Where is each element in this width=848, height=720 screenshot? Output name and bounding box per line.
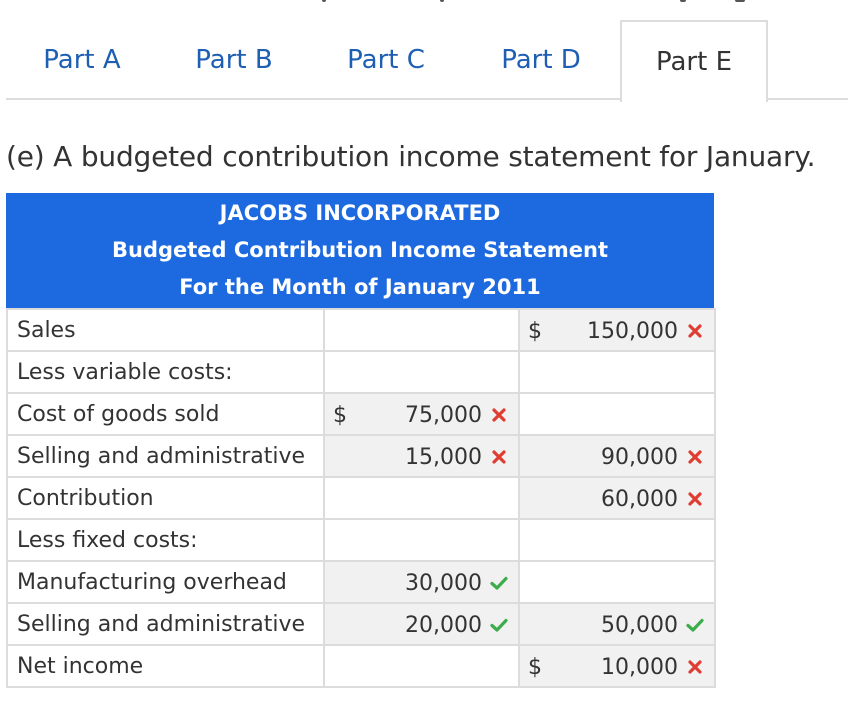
dollar-sign: $: [528, 655, 542, 680]
statement-period: For the Month of January 2011: [179, 275, 541, 299]
amount-input-col2[interactable]: [519, 645, 715, 687]
amount-input-col2[interactable]: [519, 393, 715, 435]
amount-input-col1[interactable]: [324, 645, 519, 687]
statement-title: Budgeted Contribution Income Statement: [112, 238, 608, 262]
question-text: (e) A budgeted contribution income statement for January.: [6, 140, 816, 173]
amount-value: 50,000: [601, 613, 678, 638]
amount-input-col1[interactable]: [324, 603, 519, 645]
statement-header: [6, 193, 714, 308]
row-label: Sales: [7, 309, 324, 351]
x-mark-icon: [488, 404, 510, 426]
amount-value: 60,000: [601, 487, 678, 512]
dollar-sign: $: [333, 403, 347, 428]
table-row: [7, 603, 715, 645]
amount-input-col2[interactable]: [519, 435, 715, 477]
x-mark-icon: [684, 488, 706, 510]
amount-input-col2[interactable]: [519, 603, 715, 645]
row-label: Manufacturing overhead: [7, 561, 324, 603]
amount-input-col1[interactable]: [324, 309, 519, 351]
check-mark-icon: [684, 614, 706, 636]
amount-input-col1[interactable]: [324, 393, 519, 435]
table-row: [7, 477, 715, 519]
check-mark-icon: [488, 614, 510, 636]
amount-input-col2[interactable]: [519, 477, 715, 519]
amount-input-col2[interactable]: [519, 351, 715, 393]
row-label: Selling and administrative: [7, 435, 324, 477]
amount-input-col2[interactable]: [519, 309, 715, 351]
amount-input-col1[interactable]: [324, 351, 519, 393]
amount-input-col1[interactable]: [324, 561, 519, 603]
tab-part-b[interactable]: Part B: [195, 45, 273, 75]
amount-value: 10,000: [601, 655, 678, 680]
row-label: Selling and administrative: [7, 603, 324, 645]
tab-part-c[interactable]: Part C: [347, 45, 425, 75]
amount-value: 150,000: [587, 319, 678, 344]
cropped-heading-fragment: [0, 0, 848, 4]
x-mark-icon: [684, 446, 706, 468]
table-row: [7, 351, 715, 393]
amount-value: 15,000: [405, 445, 482, 470]
row-label: Net income: [7, 645, 324, 687]
row-label: Contribution: [7, 477, 324, 519]
amount-input-col2[interactable]: [519, 519, 715, 561]
row-label: Less fixed costs:: [7, 519, 324, 561]
amount-value: 20,000: [405, 613, 482, 638]
tab-part-e[interactable]: Part E: [620, 20, 768, 102]
table-row: [7, 435, 715, 477]
tab-part-d[interactable]: Part D: [501, 45, 581, 75]
amount-value: 90,000: [601, 445, 678, 470]
row-label: Cost of goods sold: [7, 393, 324, 435]
table-row: [7, 519, 715, 561]
tab-part-a[interactable]: Part A: [43, 45, 121, 75]
company-name: JACOBS INCORPORATED: [219, 201, 501, 225]
table-row: [7, 393, 715, 435]
amount-input-col1[interactable]: [324, 519, 519, 561]
amount-value: 75,000: [405, 403, 482, 428]
income-statement: [6, 193, 714, 688]
amount-input-col1[interactable]: [324, 435, 519, 477]
table-row: [7, 561, 715, 603]
amount-input-col1[interactable]: [324, 477, 519, 519]
row-label: Less variable costs:: [7, 351, 324, 393]
part-tabs: [6, 20, 848, 100]
x-mark-icon: [684, 656, 706, 678]
check-mark-icon: [488, 572, 510, 594]
x-mark-icon: [488, 446, 510, 468]
statement-table: [6, 308, 716, 688]
table-row: [7, 309, 715, 351]
table-row: [7, 645, 715, 687]
dollar-sign: $: [528, 319, 542, 344]
x-mark-icon: [684, 320, 706, 342]
amount-value: 30,000: [405, 571, 482, 596]
amount-input-col2[interactable]: [519, 561, 715, 603]
